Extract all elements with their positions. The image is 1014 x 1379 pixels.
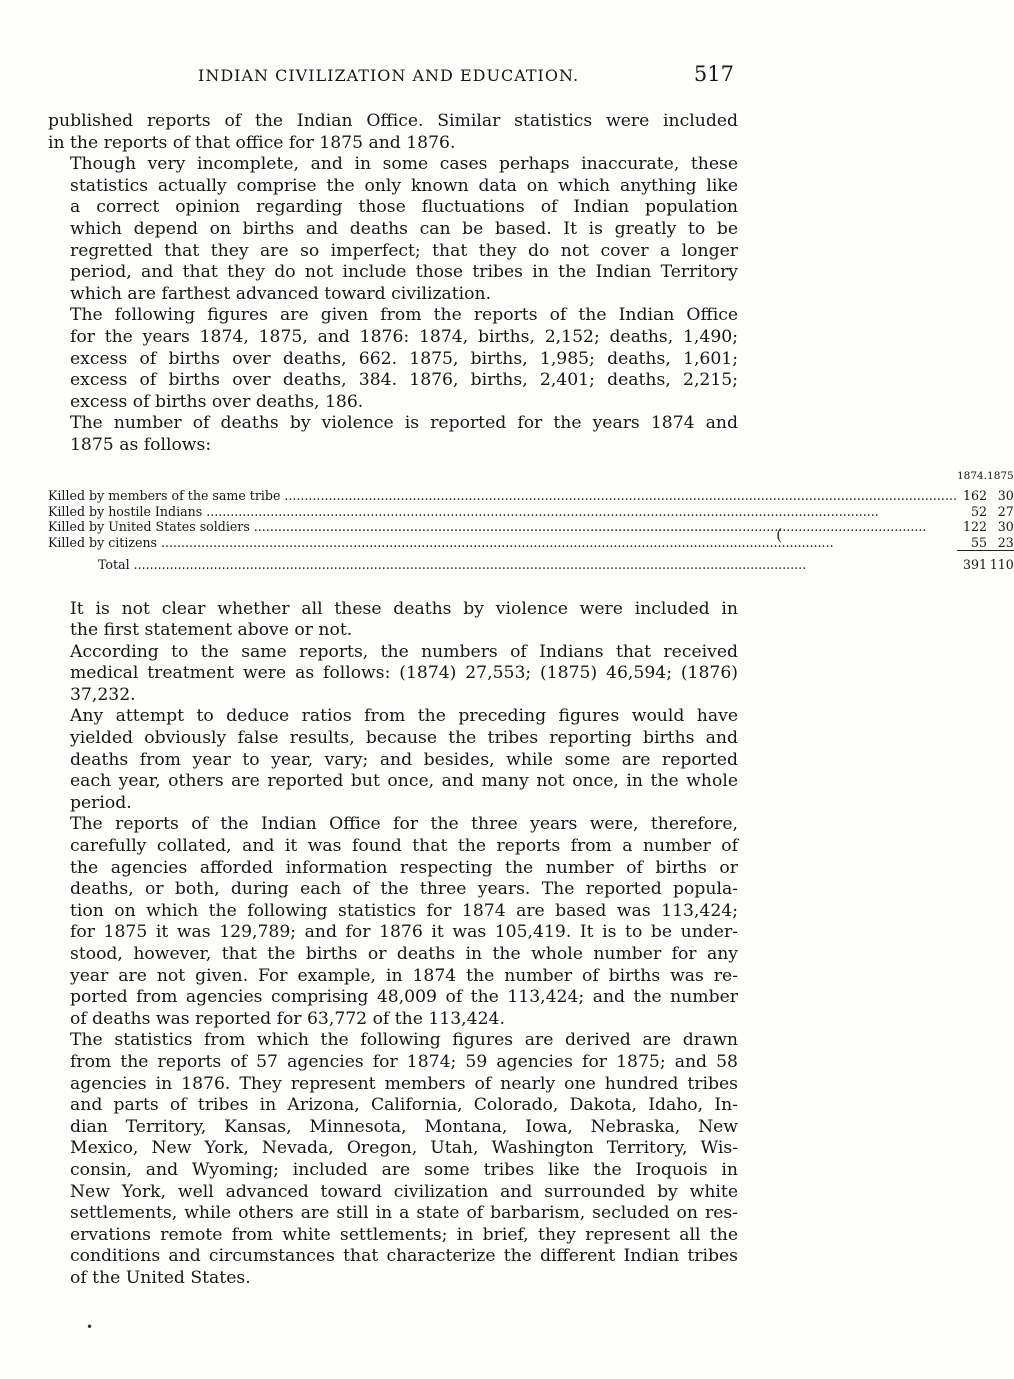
column-header-1874: 1874. bbox=[956, 469, 988, 482]
violence-deaths-table bbox=[48, 469, 1014, 573]
running-title: INDIAN CIVILIZATION AND EDUCATION. bbox=[198, 66, 580, 85]
text-line: each year, others are reported but once, and many not once, in the whole bbox=[70, 771, 738, 792]
text-line: consin, and Wyoming; included are some tribes like the Iroquois in bbox=[70, 1159, 738, 1180]
paragraph-3 bbox=[48, 305, 738, 413]
value-1875: 23 bbox=[997, 534, 1014, 550]
text-line: and parts of tribes in Arizona, California, Colorado, Dakota, Idaho, In- bbox=[70, 1095, 738, 1116]
page-number: 517 bbox=[693, 62, 734, 86]
table-row bbox=[48, 488, 1014, 504]
page-header bbox=[48, 62, 738, 92]
text-line: of deaths was reported for 63,772 of the 113,424. bbox=[70, 1008, 505, 1029]
text-line: New York, well advanced toward civilization and surrounded by white bbox=[70, 1181, 738, 1202]
text-line: stood, however, that the births or deaths in the whole number for any bbox=[70, 944, 738, 964]
text-line: The number of deaths by violence is reported for the years 1874 and bbox=[70, 413, 738, 434]
total-1874: 391 bbox=[962, 557, 988, 572]
value-1874: 122 bbox=[962, 519, 988, 534]
table-row bbox=[48, 535, 1014, 551]
text-line: published reports of the Indian Office. Similar statistics were included bbox=[48, 111, 738, 131]
paragraph-5 bbox=[48, 599, 738, 642]
row-label: Killed by members of the same tribe ..... bbox=[48, 488, 957, 504]
text-line: ported from agencies comprising 48,009 of the 113,424; and the number bbox=[70, 987, 738, 1008]
text-line: excess of births over deaths, 186. bbox=[70, 391, 364, 412]
margin-mark: ( bbox=[776, 525, 783, 544]
row-label: Killed by citizens ..... bbox=[48, 535, 957, 551]
total-label: Total ..... bbox=[48, 557, 957, 573]
text-line: period. bbox=[70, 792, 132, 813]
text-line: ervations remote from white settlements; in brief, they represent all the bbox=[70, 1224, 738, 1245]
column-header-1875: 1875 bbox=[987, 469, 1014, 482]
table-row bbox=[48, 504, 1014, 520]
text-line: year are not given. For example, in 1874 the number of births was re- bbox=[70, 965, 738, 986]
text-line: for 1875 it was 129,789; and for 1876 it was 105,419. It is to be under- bbox=[70, 922, 738, 943]
text-line: which are farthest advanced toward civilization. bbox=[70, 283, 492, 304]
text-line: conditions and circumstances that characterize the different Indian tribes bbox=[70, 1246, 738, 1267]
paragraph-8 bbox=[48, 814, 738, 1030]
paragraph-9 bbox=[48, 1030, 738, 1289]
row-label: Killed by hostile Indians ..... bbox=[48, 504, 957, 520]
text-line: in the reports of that office for 1875 and 1876. bbox=[48, 132, 456, 153]
text-line: Though very incomplete, and in some cases perhaps inaccurate, these bbox=[70, 154, 738, 175]
text-line: medical treatment were as follows: (1874) 27,553; (1875) 46,594; (1876) bbox=[70, 663, 738, 684]
text-line: excess of births over deaths, 662. 1875, births, 1,985; deaths, 1,601; bbox=[70, 348, 738, 369]
text-line: deaths, or both, during each of the three years. The reported popula- bbox=[70, 879, 738, 900]
text-line: from the reports of 57 agencies for 1874; 59 agencies for 1875; and 58 bbox=[70, 1051, 738, 1072]
text-line: It is not clear whether all these deaths by violence were included in bbox=[70, 598, 738, 619]
text-line: regretted that they are so imperfect; that they do not cover a longer bbox=[70, 240, 738, 261]
text-line: the first statement above or not. bbox=[70, 620, 353, 641]
text-line: period, and that they do not include those tribes in the Indian Territory bbox=[70, 262, 738, 283]
text-line: excess of births over deaths, 384. 1876, births, 2,401; deaths, 2,215; bbox=[70, 370, 738, 391]
text-line: 1875 as follows: bbox=[70, 434, 212, 455]
text-line: yielded obviously false results, because the tribes reporting births and bbox=[70, 728, 738, 749]
total-row bbox=[48, 557, 1014, 573]
text-line: The following figures are given from the reports of the Indian Office bbox=[70, 305, 738, 326]
text-line: dian Territory, Kansas, Minnesota, Montana, Iowa, Nebraska, New bbox=[70, 1116, 738, 1137]
value-1875: 27 bbox=[997, 503, 1014, 519]
paragraph-1 bbox=[48, 111, 738, 154]
paragraph-4 bbox=[48, 413, 738, 456]
text-line: tion on which the following statistics for 1874 are based was 113,424; bbox=[70, 900, 738, 921]
paragraph-2 bbox=[48, 154, 738, 305]
text-line: According to the same reports, the numbers of Indians that received bbox=[70, 641, 738, 662]
text-line: The reports of the Indian Office for the three years were, therefore, bbox=[70, 814, 738, 835]
text-line: statistics actually comprise the only known data on which anything like bbox=[70, 175, 738, 196]
text-line: agencies in 1876. They represent members of nearly one hundred tribes bbox=[70, 1073, 738, 1094]
row-label: Killed by United States soldiers ..... bbox=[48, 519, 957, 535]
paragraph-7 bbox=[48, 706, 738, 814]
value-1874: 162 bbox=[962, 488, 988, 503]
value-1874: 55 bbox=[970, 534, 988, 550]
text-line: of the United States. bbox=[70, 1267, 251, 1288]
text-line: settlements, while others are still in a state of barbarism, secluded on res- bbox=[70, 1203, 738, 1224]
total-1875: 110 bbox=[989, 557, 1014, 572]
text-line: deaths from year to year, vary; and besides, while some are reported bbox=[70, 749, 738, 770]
value-1875: 30 bbox=[997, 488, 1014, 503]
text-line: the agencies afforded information respecting the number of births or bbox=[70, 857, 738, 878]
text-line: Mexico, New York, Nevada, Oregon, Utah, Washington Territory, Wis- bbox=[70, 1138, 738, 1159]
value-1874: 52 bbox=[970, 503, 988, 519]
text-line: for the years 1874, 1875, and 1876: 1874, births, 2,152; deaths, 1,490; bbox=[70, 326, 738, 347]
table-header-row bbox=[48, 469, 1014, 489]
body-text bbox=[48, 111, 1014, 1290]
table-row bbox=[48, 519, 1014, 535]
text-line: The statistics from which the following figures are derived are drawn bbox=[70, 1030, 738, 1051]
text-line: which depend on births and deaths can be based. It is greatly to be bbox=[70, 218, 738, 239]
text-line: Any attempt to deduce ratios from the preceding figures would have bbox=[70, 706, 738, 727]
stray-dot: • bbox=[86, 1320, 94, 1334]
text-line: a correct opinion regarding those fluctuations of Indian population bbox=[70, 197, 738, 218]
value-1875: 30 bbox=[997, 519, 1014, 534]
paragraph-6 bbox=[48, 642, 738, 707]
text-line: carefully collated, and it was found that the reports from a number of bbox=[70, 836, 738, 857]
text-line: 37,232. bbox=[70, 684, 136, 705]
